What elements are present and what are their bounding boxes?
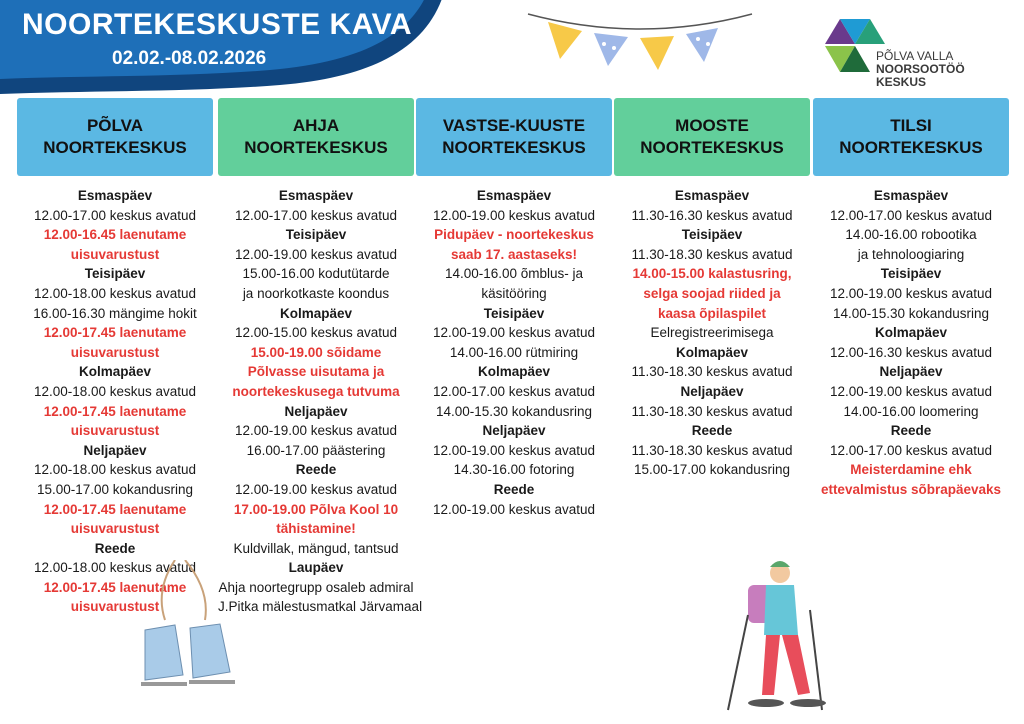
schedule-entry: 11.30-16.30 keskus avatud [631,207,793,223]
highlight-event: 14.00-15.00 kalastusring, [632,266,792,282]
day-heading: Esmaspäev [77,188,153,203]
day-heading: Teisipäev [285,227,347,243]
schedule-entry: käsitööring [481,285,547,301]
column-title-line1: VASTSE-KUUSTE [442,116,586,135]
schedule-entry: 14.00-16.00 rütmiring [449,344,579,360]
schedule-entry: 11.30-18.30 keskus avatud [631,246,793,262]
logo-line-2: NOORSOOTÖÖ [876,62,965,76]
highlight-event: uisuvarustust [70,246,160,262]
schedule-entry: 12.00-17.00 keskus avatud [432,383,596,399]
column-header [813,98,1009,176]
ice-skates-illustration [135,560,245,710]
hiker-illustration [718,555,838,720]
schedule-entry: 12.00-19.00 keskus avatud [829,383,993,399]
day-heading: Esmaspäev [476,188,552,203]
schedule-entry: 14.00-16.00 õmblus- ja [444,266,584,282]
schedule-entry: 12.00-17.00 keskus avatud [234,207,398,223]
highlight-event: noortekeskusega tutvuma [232,383,400,399]
schedule-entry: Ahja noortegrupp osaleb admiral [218,579,414,595]
highlight-event: 12.00-17.45 laenutame [43,501,187,517]
schedule-entry: 12.00-18.00 keskus avatud [33,462,197,478]
highlight-event: saab 17. aastaseks! [450,246,578,262]
schedule-entry: 11.30-18.30 keskus avatud [631,364,793,380]
day-heading: Laupäev [288,560,344,576]
schedule-entry: 16.00-16.30 mängime hokit [33,305,197,321]
bunting-decoration [520,4,760,84]
day-heading: Esmaspäev [278,188,354,203]
column-tilsi [813,98,1009,500]
day-heading: Kolmapäev [279,305,353,321]
schedule-entry: 12.00-19.00 keskus avatud [432,501,596,517]
column-title-line1: MOOSTE [675,116,749,135]
column-mooste [614,98,810,480]
day-heading: Teisipäev [880,266,942,282]
schedule-entry: 14.00-15.30 kokandusring [832,305,990,321]
highlight-event: 12.00-17.45 laenutame [43,325,187,341]
column-title-line2: NOORTEKESKUS [442,138,586,157]
schedule-entry: Eelregistreerimisega [650,325,774,341]
schedule-entry: 12.00-18.00 keskus avatud [33,285,197,301]
day-heading: Reede [890,423,932,439]
day-heading: Kolmapäev [675,344,749,360]
column-ahja [218,98,423,617]
column-header [416,98,612,176]
day-heading: Reede [493,481,535,497]
column-title-line1: PÕLVA [86,116,144,135]
column-title-line1: AHJA [292,116,340,135]
highlight-event: uisuvarustust [70,344,160,360]
schedule-entry: 15.00-17.00 kokandusring [633,462,791,478]
highlight-event: Meisterdamine ehk [850,462,972,478]
day-heading: Esmaspäev [674,188,750,203]
highlight-event: ettevalmistus sõbrapäevaks [820,481,1002,497]
highlight-event: 17.00-19.00 Põlva Kool 10 [233,501,399,517]
column-header [614,98,810,176]
highlight-event: Pidupäev - noortekeskus [434,227,594,243]
logo-text [876,50,965,89]
schedule-entry: 12.00-17.00 keskus avatud [33,207,197,223]
day-heading: Neljapäev [482,423,546,439]
schedule-entry: 14.00-15.30 kokandusring [435,403,593,419]
highlight-event: 12.00-17.45 laenutame [43,403,187,419]
schedule-entry: J.Pitka mälestusmatkal Järvamaal [218,599,423,615]
day-heading: Teisipäev [84,266,146,282]
schedule-entry: 12.00-18.00 keskus avatud [33,383,197,399]
schedule-entry: 11.30-18.30 keskus avatud [631,442,793,458]
schedule-entry: 14.00-16.00 loomering [843,403,979,419]
schedule-entry: 16.00-17.00 päästering [246,442,386,458]
day-heading: Teisipäev [681,227,743,243]
column-polva [17,98,213,617]
highlight-event: uisuvarustust [70,423,160,439]
schedule-entry: 12.00-19.00 keskus avatud [234,423,398,439]
schedule-entry: 12.00-18.00 keskus avatud [33,560,197,576]
highlight-event: Põlvasse uisutama ja [247,364,385,380]
column-title-line2: NOORTEKESKUS [244,138,388,157]
day-heading: Reede [94,540,136,556]
schedule-entry: 15.00-16.00 kodutütarde [242,266,390,282]
logo-line-3: KESKUS [876,75,927,89]
day-heading: Neljapäev [879,364,943,380]
column-header [218,98,414,176]
column-header [17,98,213,176]
schedule-list [17,186,213,617]
column-title-line2: NOORTEKESKUS [640,138,784,157]
schedule-list [218,186,423,617]
page-title: NOORTEKESKUSTE KAVA [22,8,413,41]
day-heading: Esmaspäev [873,188,949,203]
highlight-event: selga soojad riided ja [643,285,781,301]
column-title-line1: TILSI [890,116,932,135]
schedule-entry: 12.00-19.00 keskus avatud [432,325,596,341]
schedule-entry: 12.00-19.00 keskus avatud [432,442,596,458]
column-title-line2: NOORTEKESKUS [43,138,187,157]
schedule-entry: 12.00-19.00 keskus avatud [432,207,596,223]
highlight-event: kaasa õpilaspilet [657,305,767,321]
highlight-event: 15.00-19.00 sõidame [250,344,382,360]
day-heading: Neljapäev [680,383,744,399]
day-heading: Neljapäev [83,442,147,458]
schedule-entry: 11.30-18.30 keskus avatud [631,403,793,419]
day-heading: Neljapäev [284,403,348,419]
highlight-event: tähistamine! [276,521,356,537]
schedule-entry: ja noorkotkaste koondus [242,285,390,301]
column-vastse-kuuste [416,98,612,519]
logo-line-1: PÕLVA VALLA [876,49,954,63]
schedule-entry: 12.00-19.00 keskus avatud [234,481,398,497]
schedule-entry: 15.00-17.00 kokandusring [36,481,194,497]
highlight-event: 12.00-17.45 laenutame [43,579,187,595]
highlight-event: uisuvarustust [70,599,160,615]
schedule-entry: 12.00-15.00 keskus avatud [234,325,398,341]
schedule-entry: 12.00-19.00 keskus avatud [234,246,398,262]
schedule-entry: 12.00-16.30 keskus avatud [829,344,993,360]
day-heading: Kolmapäev [874,325,948,341]
schedule-entry: Kuldvillak, mängud, tantsud [233,540,399,556]
day-heading: Kolmapäev [477,364,551,380]
day-heading: Reede [295,462,337,478]
date-range: 02.02.-08.02.2026 [112,48,267,69]
schedule-entry: 12.00-19.00 keskus avatud [829,285,993,301]
day-heading: Kolmapäev [78,364,152,380]
column-title-line2: NOORTEKESKUS [839,138,983,157]
schedule-list [416,186,612,519]
schedule-entry: ja tehnoloogiaring [857,246,965,262]
highlight-event: 12.00-16.45 laenutame [43,227,187,243]
schedule-entry: 14.30-16.00 fotoring [453,462,575,478]
day-heading: Reede [691,423,733,439]
schedule-entry: 12.00-17.00 keskus avatud [829,207,993,223]
schedule-list [614,186,810,480]
schedule-list [813,186,1009,500]
schedule-entry: 14.00-16.00 robootika [845,227,977,243]
day-heading: Teisipäev [483,305,545,321]
highlight-event: uisuvarustust [70,521,160,537]
schedule-entry: 12.00-17.00 keskus avatud [829,442,993,458]
